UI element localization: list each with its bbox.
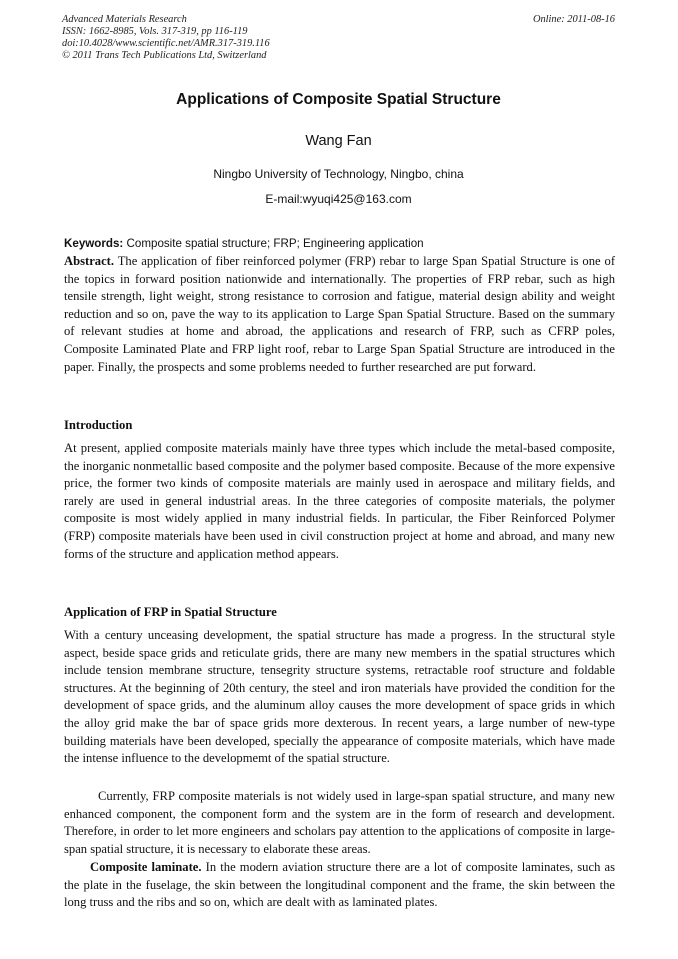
- paper-author: Wang Fan: [305, 133, 372, 149]
- introduction-heading: Introduction: [64, 418, 133, 432]
- keywords-text: Composite spatial structure; FRP; Engineering application: [126, 237, 424, 250]
- application-paragraph-3: [64, 859, 615, 912]
- composite-laminate-text: In the modern aviation structure there are a lot of composite laminates, such as the plate in the fuselage, the skin between the longitudinal component and the frame, the skin between the long truss and the ribs and so on, which are dealt with as laminated plates.: [64, 860, 615, 910]
- composite-laminate-label: Composite laminate.: [90, 860, 202, 874]
- journal-header: [62, 14, 482, 62]
- journal-name: Advanced Materials Research: [62, 14, 187, 25]
- author-affiliation: Ningbo University of Technology, Ningbo, china: [213, 167, 464, 181]
- application-paragraph-2: Currently, FRP composite materials is not widely used in large-span spatial structure, and many new enhanced component, the component form and the system are in the form of research and development. Therefore, in order to let more engineers and scholars pay attention to the applications of composite in large-span spatial structure, it is necessary to elaborate these areas.: [64, 789, 615, 856]
- journal-copyright: © 2011 Trans Tech Publications Ltd, Switzerland: [62, 50, 267, 61]
- keywords-label: Keywords:: [64, 237, 124, 250]
- journal-doi: doi:10.4028/www.scientific.net/AMR.317-319.116: [62, 38, 270, 49]
- application-paragraph-1: With a century unceasing development, the spatial structure has made a progress. In the structural style aspect, beside space grids and reticulate grids, there are many new members in the spatial structures which include tension membrane structure, tensegrity structure systems, retractable roof structure and foldable structures. At the beginning of 20th century, the steel and iron materials have provided the condition for the development of space grids, and the aluminum alloy causes the more development of space grids in which the alloy grid make the bar of space grids more dexterous. In recent years, a large number of new-type building materials have been developed, specially the appearance of composite materials, which have made the intense influence to the developmemt of the spatial structure.: [64, 628, 615, 766]
- journal-issn: ISSN: 1662-8985, Vols. 317-319, pp 116-119: [62, 26, 248, 37]
- abstract-label: Abstract.: [64, 254, 115, 268]
- online-date: Online: 2011-08-16: [532, 14, 615, 25]
- abstract-paragraph: [64, 253, 615, 376]
- abstract-text: The application of fiber reinforced polymer (FRP) rebar to large Span Spatial Structure is one of the topics in forward position nationwide and internationally. The properties of FRP rebar, such as high tensile strength, light weight, strong resistance to corrosion and fatigue, material design ability and weight reduction and so on, pave the way to its application to Large Span Spatial Structure. Based on the summary of relevant studies at home and abroad, the applications and research of FRP, such as CFRP poles, Composite Laminated Plate and FRP light roof, rebar to Large Span Spatial Structure are introduced in the paper. Finally, the prospects and some problems needed to further researched are put forward.: [64, 254, 616, 374]
- paper-title: Applications of Composite Spatial Structure: [176, 91, 501, 108]
- keywords-line: [64, 236, 615, 251]
- author-email: E-mail:wyuqi425@163.com: [265, 192, 412, 206]
- application-heading: Application of FRP in Spatial Structure: [64, 605, 277, 619]
- introduction-paragraph: At present, applied composite materials mainly have three types which include the metal-based composite, the inorganic nonmetallic based composite and the polymer based composite. Because of the more expensive price, the former two kinds of composite materials are mainly used in aerospace and military fields, and rarely are used in general industrial areas. In the three categories of composite materials, the polymer composite is most widely applied in many industrial fields. In particular, the Fiber Reinforced Polymer (FRP) composite materials have been used in civil construction project at home and abroad, and many new forms of the structure and application method appears.: [64, 441, 615, 561]
